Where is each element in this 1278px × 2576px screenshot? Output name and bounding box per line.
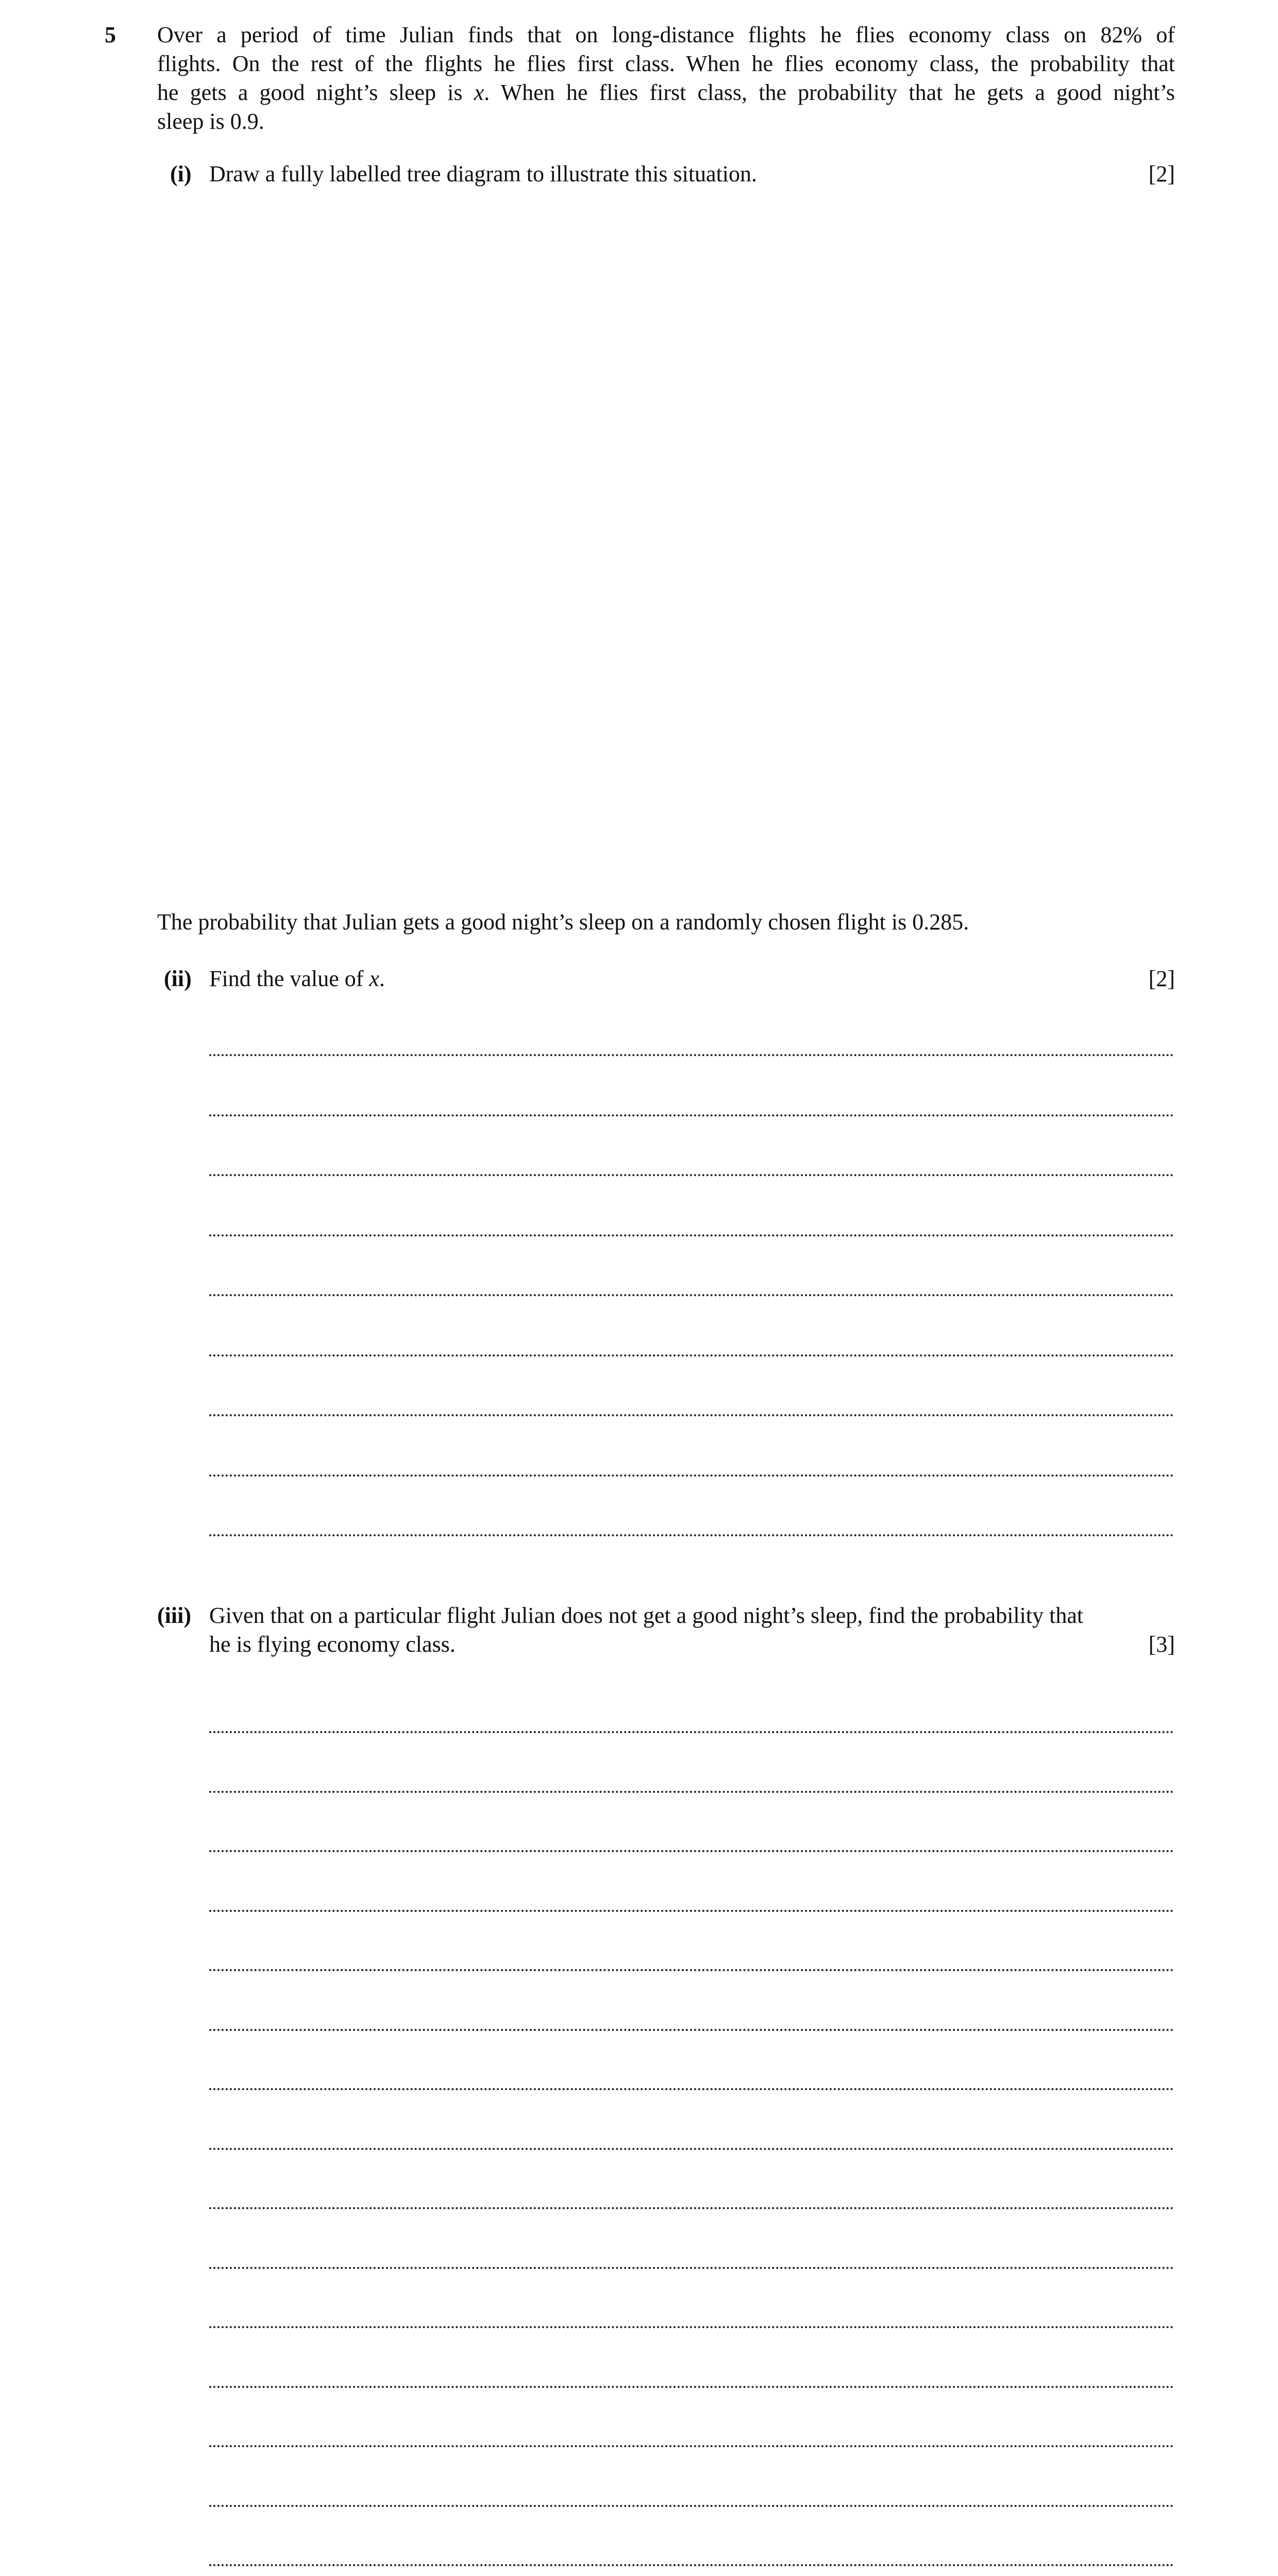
context-statement: The probability that Julian gets a good night’s sleep on a randomly chosen flight is 0.285. xyxy=(157,909,969,935)
part-ii-answer-line[interactable] xyxy=(209,1354,1174,1357)
part-ii-answer-line[interactable] xyxy=(209,1534,1174,1536)
question-stem xyxy=(157,21,1175,136)
part-iii-label: (iii) xyxy=(157,1603,191,1628)
tree-diagram-working-area[interactable] xyxy=(157,196,1175,866)
part-ii-answer-line[interactable] xyxy=(209,1294,1174,1296)
part-iii-answer-line[interactable] xyxy=(209,1791,1174,1793)
part-iii-answer-line[interactable] xyxy=(209,2207,1174,2209)
part-iii-answer-line[interactable] xyxy=(209,2326,1174,2328)
part-iii-answer-line[interactable] xyxy=(209,1910,1174,1912)
stem-line-3 xyxy=(157,78,1175,107)
part-iii-answer-line[interactable] xyxy=(209,2088,1174,2090)
part-ii-answer-line[interactable] xyxy=(209,1234,1174,1236)
part-iii-answer-line[interactable] xyxy=(209,2029,1174,2031)
part-ii-answer-line[interactable] xyxy=(209,1054,1174,1056)
part-ii-text-after: . xyxy=(379,966,385,991)
stem-line-1-text: Over a period of time Julian finds that on long-distance flights he flies economy class on 82% of xyxy=(157,22,1175,47)
part-iii xyxy=(157,1601,1175,1659)
part-iii-text-line-1: Given that on a particular flight Julian does not get a good night’s sleep, find the probability that xyxy=(209,1603,1084,1628)
stem-line-3-text: he gets a good night’s sleep is x. When he flies first class, the probability that he gets a good night’s xyxy=(157,80,1175,105)
stem-line-2 xyxy=(157,49,1175,78)
part-ii-answer-line[interactable] xyxy=(209,1475,1174,1477)
part-ii-answer-line[interactable] xyxy=(209,1414,1174,1416)
stem-line-4-text: sleep is 0.9. xyxy=(157,109,264,134)
part-ii xyxy=(164,964,1174,993)
part-ii-answer-line[interactable] xyxy=(209,1174,1174,1176)
part-i-text: Draw a fully labelled tree diagram to illustrate this situation. xyxy=(209,161,758,187)
part-i-marks: [2] xyxy=(1148,161,1175,187)
part-i-label: (i) xyxy=(170,161,192,187)
part-ii-text-before: Find the value of xyxy=(209,966,369,991)
part-iii-answer-line[interactable] xyxy=(209,1731,1174,1733)
part-iii-answer-line[interactable] xyxy=(209,2564,1174,2566)
part-iii-answer-line[interactable] xyxy=(209,2148,1174,2150)
part-iii-answer-line[interactable] xyxy=(209,1969,1174,1971)
stem-line-1 xyxy=(157,21,1175,49)
part-ii-text xyxy=(209,964,385,993)
part-i xyxy=(170,160,1175,189)
part-iii-answer-line[interactable] xyxy=(209,2505,1174,2507)
part-iii-answer-line[interactable] xyxy=(209,1850,1174,1852)
part-ii-marks: [2] xyxy=(1148,966,1175,991)
part-ii-label: (ii) xyxy=(164,966,192,991)
stem-line-4 xyxy=(157,107,1175,136)
part-iii-answer-line[interactable] xyxy=(209,2445,1174,2447)
part-ii-variable: x xyxy=(369,966,379,991)
question-number: 5 xyxy=(105,22,116,47)
part-iii-answer-line[interactable] xyxy=(209,2386,1174,2388)
part-iii-answer-line[interactable] xyxy=(209,2267,1174,2269)
part-ii-answer-line[interactable] xyxy=(209,1114,1174,1116)
part-iii-marks: [3] xyxy=(1148,1632,1175,1657)
stem-variable-x: x xyxy=(474,80,484,105)
stem-line-2-text: flights. On the rest of the flights he flies first class. When he flies economy class, the probability that xyxy=(157,51,1175,76)
part-iii-text-line-2: he is flying economy class. xyxy=(209,1632,456,1657)
